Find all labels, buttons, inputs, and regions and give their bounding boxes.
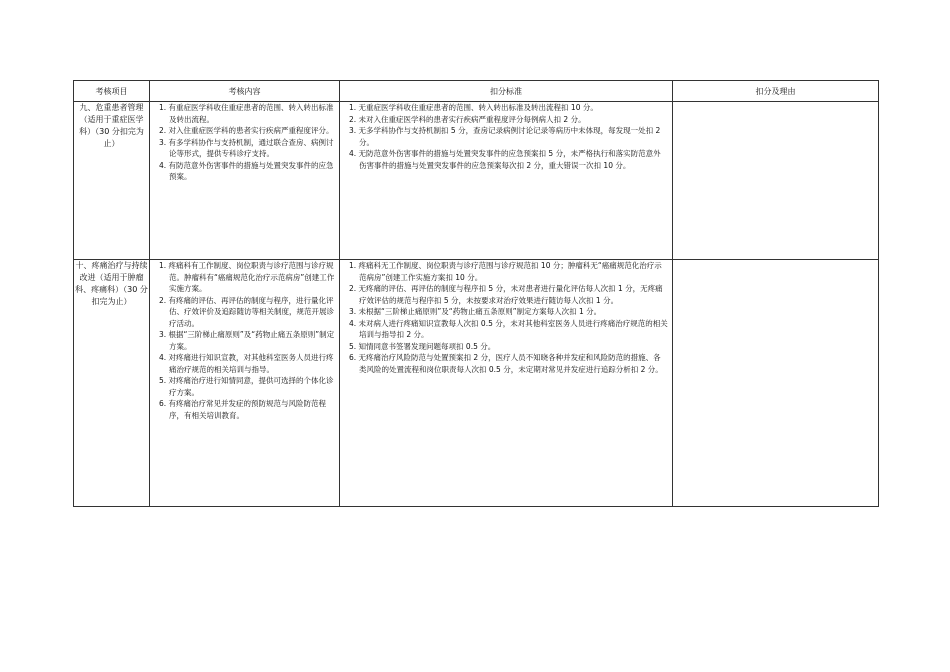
table-row: [74, 260, 879, 507]
list-item: 2. 未对入住重症医学科的患者实行疾病严重程度评分每例病人扣 2 分。: [349, 114, 586, 124]
list-item: 3. 未根据“三阶梯止痛原则”及“药物止痛五条原则”制定方案每人次扣 1 分。: [349, 307, 602, 316]
list-item: 3. 有多学科协作与支持机制，通过联合查房、病例讨论等形式，提供专科诊疗支持。: [159, 137, 334, 158]
list-item: 1. 有重症医学科收住重症患者的范围、转入转出标准及转出流程。: [159, 103, 334, 124]
table-row: [74, 102, 879, 260]
list-item: 5. 知情同意书签署发现问题每项扣 0.5 分。: [349, 341, 496, 351]
list-item: 1. 疼痛科无工作制度、岗位职责与诊疗范围与诊疗规范扣 10 分；肿瘤科无“癌痛规范化治疗示范病房”创建工作实施方案扣 10 分。: [349, 261, 662, 282]
list-item: 2. 无疼痛的评估、再评估的制度与程序扣 5 分，未对患者进行量化评估每人次扣 1 分，无疼痛疗效评估的规范与程序扣 5 分，未按要求对治疗效果进行随访每人次扣 1 分。: [349, 284, 663, 305]
list-item: 3. 无多学科协作与支持机制扣 5 分，查房记录病例讨论记录等病历中未体现，每发现一处扣 2 分。: [349, 126, 661, 147]
header-content: 考核内容: [150, 81, 340, 102]
list-item: 4. 无防范意外伤害事件的措施与处置突发事件的应急预案扣 5 分，未严格执行和落实防范意外伤害事件的措施与处置突发事件的应急预案每次扣 2 分，重大错误一次扣 10 分。: [349, 149, 661, 170]
standard-list: [340, 260, 672, 375]
content-cell: [150, 260, 340, 507]
list-item: 4. 有防范意外伤害事件的措施与处置突发事件的应急预案。: [159, 160, 334, 181]
standard-list: [340, 102, 672, 171]
list-item: 6. 无疼痛治疗风险防范与处置预案扣 2 分，医疗人员不知晓各种并发症和风险防范的措施、各类风险的处置流程和岗位职责每人次扣 0.5 分，未定期对常见并发症进行追踪分析扣 2 分。: [349, 353, 663, 374]
list-item: 1. 疼痛科有工作制度、岗位职责与诊疗范围与诊疗规范。肿瘤科有“癌痛规范化治疗示范病房”创建工作实施方案。: [159, 261, 335, 293]
list-item: 4. 未对病人进行疼痛知识宣教每人次扣 0.5 分，未对其他科室医务人员进行疼痛治疗规范的相关培训与指导扣 2 分。: [349, 318, 668, 339]
content-cell: [150, 102, 340, 260]
list-item: 2. 对入住重症医学科的患者实行疾病严重程度评分。: [159, 126, 334, 135]
list-item: 2. 有疼痛的评估、再评估的制度与程序，进行量化评估、疗效评价及追踪随访等相关制度，规范开展诊疗活动。: [159, 295, 334, 328]
header-item: 考核项目: [74, 81, 150, 102]
list-item: 6. 有疼痛治疗常见并发症的预防规范与风险防范程序，有相关培训教育。: [159, 399, 327, 420]
remarks-cell: [673, 260, 879, 507]
assessment-table: [73, 80, 879, 507]
list-item: 5. 对疼痛治疗进行知情同意，提供可选择的个体化诊疗方案。: [159, 376, 334, 397]
remarks-cell: [673, 102, 879, 260]
header-remarks: 扣分及理由: [673, 81, 879, 102]
header-standard: 扣分标准: [340, 81, 673, 102]
list-item: 1. 无重症医学科收住重症患者的范围、转入转出标准及转出流程扣 10 分。: [349, 103, 598, 112]
category-cell: 十、疼痛治疗与持续改进（适用于肿瘤科、疼痛科）（30 分扣完为止）: [74, 260, 150, 507]
standard-cell: [340, 102, 673, 260]
list-item: 3. 根据“三阶梯止痛原则”及“药物止痛五条原则”制定方案。: [159, 330, 335, 351]
content-list: [150, 102, 339, 183]
category-cell: 九、危重患者管理（适用于重症医学科）（30 分扣完为止）: [74, 102, 150, 260]
header-row: [74, 81, 879, 102]
list-item: 4. 对疼痛进行知识宣教，对其他科室医务人员进行疼痛治疗规范的相关培训与指导。: [159, 353, 334, 374]
content-list: [150, 260, 339, 421]
standard-cell: [340, 260, 673, 507]
